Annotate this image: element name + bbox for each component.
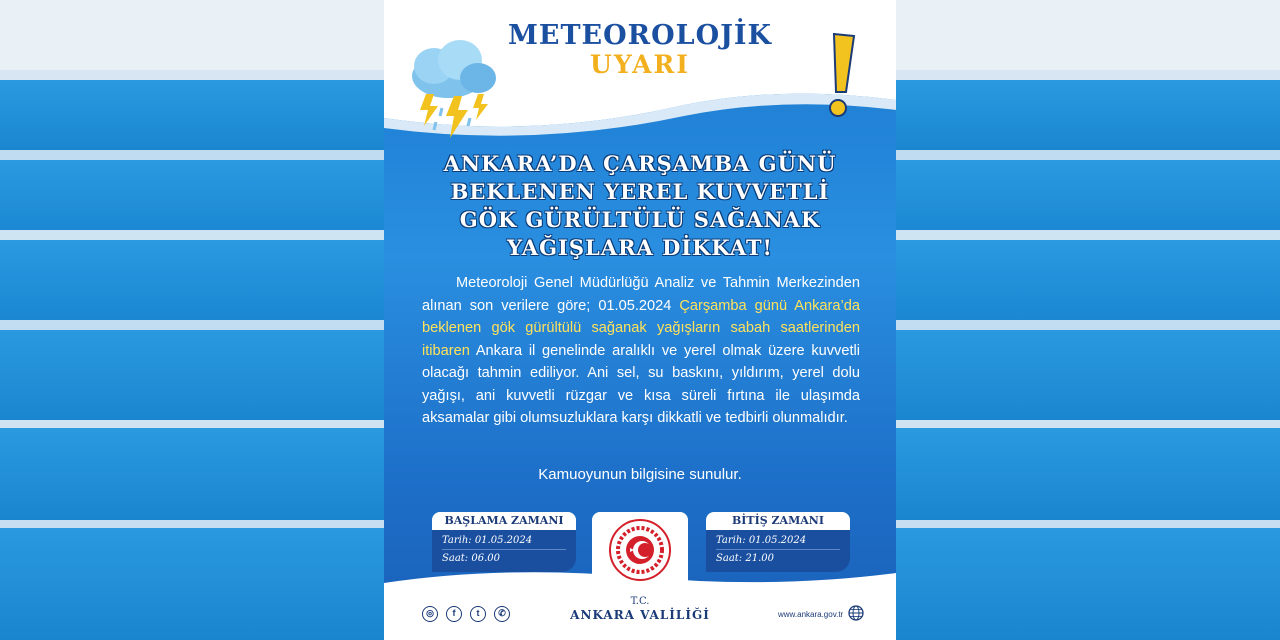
footer-tc: T.C. (630, 596, 650, 607)
announcement-text: Kamuoyunun bilgisine sunulur. (538, 466, 742, 483)
body-text-part-2: Ankara il genelinde aralıklı ve yerel olmak üzere kuvvetli olacağı tahmin ediliyor. Ani sel, su baskını, yıldırım, yerel dolu yağışı, ani kuvvetli rüzgar ve kısa süreli fırtına ile ulaşımda aksamalar gibi olumsuzluklara karşı dikkatli ve tedbirli olunmalıdır. (422, 342, 860, 426)
whatsapp-icon[interactable]: ✆ (494, 606, 510, 622)
body-text-part-1: Meteoroloji Genel Müdürlüğü Analiz ve Tahmin Merkezinden alınan son verilere göre; 01.05.2024 (422, 275, 860, 314)
start-time-label: BAŞLAMA ZAMANI (432, 512, 576, 530)
end-time-box (706, 512, 850, 572)
globe-icon (848, 605, 864, 621)
title-warning: UYARI (590, 50, 690, 79)
headline-line-2: BEKLENEN YEREL KUVVETLİ (450, 179, 830, 204)
end-time-label: BİTİŞ ZAMANI (706, 512, 850, 530)
start-time-box (432, 512, 576, 572)
footer-org-name: ANKARA VALİLİĞİ (570, 608, 710, 622)
start-time-details (432, 530, 576, 572)
end-time-details (706, 530, 850, 572)
storm-cloud-icon (398, 30, 508, 140)
exclamation-icon (822, 32, 862, 122)
headline (404, 150, 876, 262)
title-meteorological: METEOROLOJİK (508, 20, 772, 51)
warning-poster (384, 0, 896, 640)
headline-line-3: GÖK GÜRÜLTÜLÜ SAĞANAK (459, 207, 821, 232)
facebook-icon[interactable]: f (446, 606, 462, 622)
headline-line-1: ANKARA’DA ÇARŞAMBA GÜNÜ (443, 151, 837, 176)
warning-body-text (422, 272, 860, 430)
social-links (422, 606, 510, 622)
end-hour: Saat: 21.00 (716, 553, 774, 564)
body-text-highlight: Çarşamba günü Ankara’da beklenen gök gürültülü sağanak yağışların sabah saatlerinden itibaren (422, 297, 860, 359)
instagram-icon[interactable]: ◎ (422, 606, 438, 622)
end-date: Tarih: 01.05.2024 (716, 532, 840, 550)
start-hour: Saat: 06.00 (442, 553, 500, 564)
emblem-box (592, 512, 688, 600)
headline-line-4: YAĞIŞLARA DİKKAT! (507, 235, 773, 260)
website-link[interactable]: www.ankara.gov.tr (778, 610, 844, 619)
twitter-icon[interactable]: t (470, 606, 486, 622)
start-date: Tarih: 01.05.2024 (442, 532, 566, 550)
governorship-emblem-icon (608, 518, 672, 582)
